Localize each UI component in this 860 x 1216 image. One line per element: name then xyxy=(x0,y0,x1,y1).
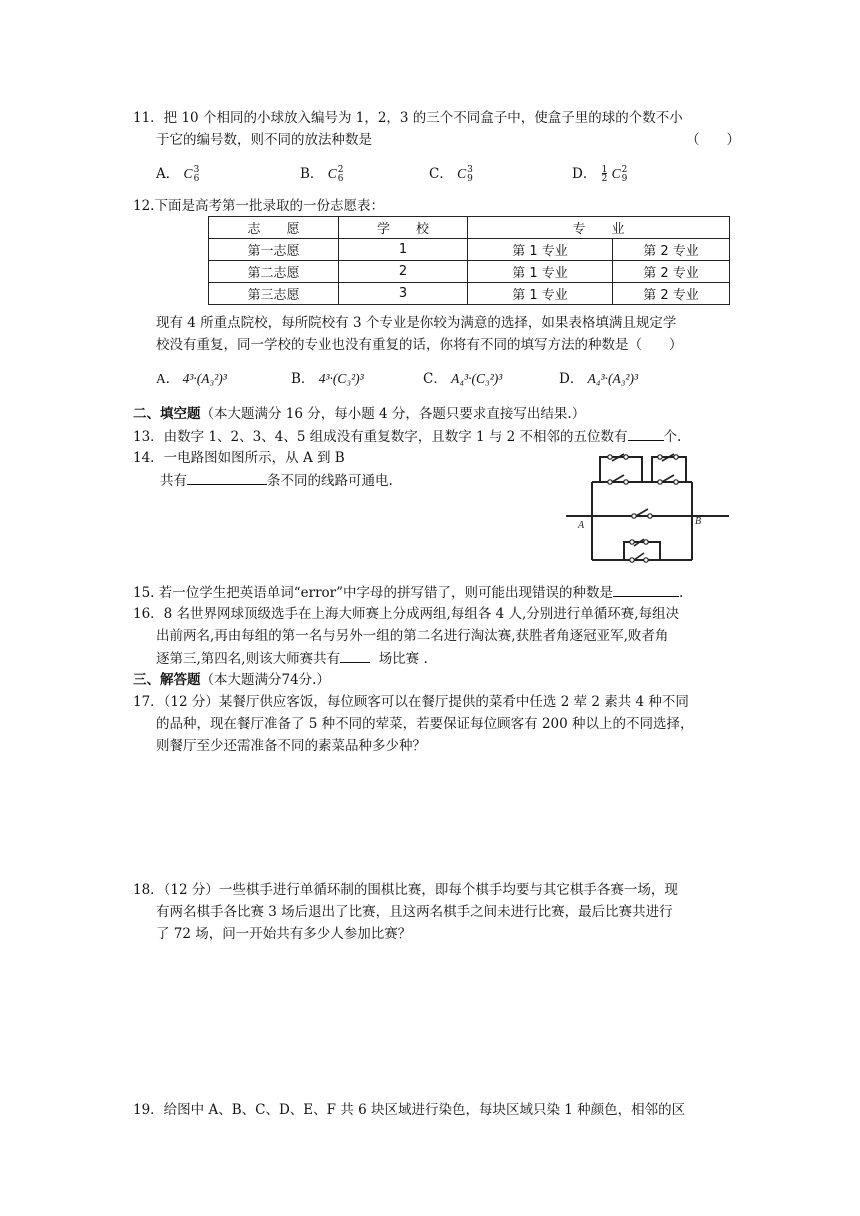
q11-line1: 11．把 10 个相同的小球放入编号为 1，2，3 的三个不同盒子中，使盒子里的球的个数不小 xyxy=(133,110,683,126)
option-expr: A₄³·(C₃²)³ xyxy=(451,371,503,386)
table-row xyxy=(209,283,730,305)
q19-line1: 19．给图中 A、B、C、D、E、F 共 6 块区域进行染色，每块区域只染 1 种颜色，相邻的区 xyxy=(133,1102,686,1118)
option-label: C． xyxy=(423,371,447,387)
option-sub: 9 xyxy=(621,173,628,184)
q12-option-c xyxy=(423,369,502,389)
section3-title: 三、解答题 xyxy=(133,672,201,688)
option-base: C xyxy=(611,166,621,181)
table-cell: 第 1 专业 xyxy=(468,239,613,261)
option-expr: A₄³·(A₃²)³ xyxy=(587,371,639,386)
q18-line2: 有两名棋手各比赛 3 场后退出了比赛，且这两名棋手之间未进行比赛，最后比赛共进行 xyxy=(156,904,673,920)
option-sup: 3 xyxy=(193,164,200,175)
q11-option-b xyxy=(300,164,343,184)
table-cell: 1 xyxy=(339,239,468,261)
switch-icon xyxy=(636,509,648,516)
q13-line xyxy=(133,426,681,447)
option-expr: 4³·(C₃²)³ xyxy=(318,371,364,386)
table-row xyxy=(209,239,730,261)
table-cell: 第 2 专业 xyxy=(613,283,730,305)
section2-heading xyxy=(133,404,585,424)
switch-icon xyxy=(634,553,644,560)
table-cell: 2 xyxy=(339,261,468,283)
q12-line2: 校没有重复，同一学校的专业也没有重复的话，你将有不同的填写方法的种数是（ ） xyxy=(156,337,683,353)
table-header-row xyxy=(209,217,730,239)
q15-tail: . xyxy=(679,585,684,601)
q16-text-b: 场比赛 . xyxy=(378,651,428,667)
q17-line3: 则餐厅至少还需准备不同的素菜品种多少种？ xyxy=(156,738,426,754)
option-label: A． xyxy=(156,371,180,386)
table-cell: 第三志愿 xyxy=(209,283,339,305)
option-label: D． xyxy=(572,166,597,182)
option-sub: 9 xyxy=(467,173,473,184)
option-label: C． xyxy=(429,166,453,182)
switch-icon xyxy=(612,475,624,482)
q12-option-b xyxy=(291,369,364,389)
option-frac-num: 1 xyxy=(601,164,608,175)
q11-option-d xyxy=(572,164,627,184)
q14-text-b: 条不同的线路可通电. xyxy=(267,473,393,489)
option-expr: 4³·(A₃²)³ xyxy=(182,371,227,386)
section3-note: （本大题满分74分.） xyxy=(200,672,330,688)
option-sub: 6 xyxy=(193,173,200,184)
table-cell: 第一志愿 xyxy=(209,239,339,261)
q18-line3: 了 72 场，问一开始共有多少人参加比赛？ xyxy=(156,926,412,942)
option-base: C xyxy=(457,166,467,181)
q14-text-a: 共有 xyxy=(160,473,187,489)
q15-text: 15. 若一位学生把英语单词“error”中字母的拼写错了，则可能出现错误的种数是 xyxy=(133,585,614,601)
q16-line3 xyxy=(156,648,428,669)
q14-line2 xyxy=(160,470,393,491)
q13-tail: 个. xyxy=(663,429,682,445)
option-sup: 3 xyxy=(467,164,473,175)
option-base: C xyxy=(183,166,193,181)
label-b: B xyxy=(695,516,702,527)
section2-note: （本大题满分 16 分，每小题 4 分，各题只要求直接写出结果.） xyxy=(200,406,586,422)
q12-intro: 12.下面是高考第一批录取的一份志愿表： xyxy=(133,198,384,214)
q11-option-a xyxy=(156,164,199,184)
volunteer-table xyxy=(208,216,730,305)
option-base: C xyxy=(327,166,337,181)
q15-answer-blank[interactable] xyxy=(613,582,679,597)
table-cell: 3 xyxy=(339,283,468,305)
q11-option-c xyxy=(429,164,473,184)
q16-answer-blank[interactable] xyxy=(340,648,370,663)
table-header-cell: 专 业 xyxy=(468,217,730,239)
top-parallel-block-1 xyxy=(600,457,642,482)
option-sup: 2 xyxy=(337,164,344,175)
q17-line2: 的品种，现在餐厅准备了 5 种不同的荤菜，若要保证每位顾客有 200 种以上的不同选择， xyxy=(156,716,694,732)
q14-answer-blank[interactable] xyxy=(187,470,267,485)
table-header-cell: 志 愿 xyxy=(209,217,339,239)
table-cell: 第 1 专业 xyxy=(468,283,613,305)
option-frac-den: 2 xyxy=(601,173,608,184)
q11-paren: （ ） xyxy=(686,132,740,148)
q16-line2: 出前两名,再由每组的第一名与另外一组的第二名进行淘汰赛,获胜者角逐冠亚军,败者角 xyxy=(156,628,669,644)
q18-line1: 18．（12 分）一些棋手进行单循环制的围棋比赛，即每个棋手均要与其它棋手各赛一场，现 xyxy=(133,882,678,898)
q15-line xyxy=(133,582,683,603)
table-header-cell: 学 校 xyxy=(339,217,468,239)
table-cell: 第二志愿 xyxy=(209,261,339,283)
bottom-parallel-block xyxy=(624,542,660,560)
section2-title: 二、填空题 xyxy=(133,406,201,422)
q12-option-d xyxy=(559,369,638,389)
q12-option-a xyxy=(156,369,227,389)
table-cell: 第 2 专业 xyxy=(613,261,730,283)
q11-line2: 于它的编号数，则不同的放法种数是 xyxy=(156,132,372,148)
table-row xyxy=(209,261,730,283)
section3-heading xyxy=(133,670,330,690)
option-label: D． xyxy=(559,371,584,387)
option-sup: 2 xyxy=(621,164,628,175)
option-label: B． xyxy=(291,371,315,387)
label-a: A xyxy=(578,520,585,531)
table-cell: 第 2 专业 xyxy=(613,239,730,261)
circuit-diagram xyxy=(564,452,734,568)
q16-line1: 16．8 名世界网球顶级选手在上海大师赛上分成两组,每组各 4 人,分别进行单循环赛,每组决 xyxy=(133,606,680,622)
option-label: A． xyxy=(156,166,180,182)
q16-text-a: 逐第三,第四名,则该大师赛共有 xyxy=(156,651,341,667)
option-label: B． xyxy=(300,166,324,182)
q14-line1: 14．一电路图如图所示，从 A 到 B xyxy=(133,450,345,466)
q17-line1: 17．（12 分）某餐厅供应客饭，每位顾客可以在餐厅提供的菜肴中任选 2 荤 2 素共 4 种不同 xyxy=(133,694,689,710)
table-cell: 第 1 专业 xyxy=(468,261,613,283)
option-sub: 6 xyxy=(337,173,344,184)
q13-answer-blank[interactable] xyxy=(628,426,664,441)
switch-icon xyxy=(662,475,674,482)
q13-text: 13．由数字 1、2、3、4、5 组成没有重复数字，且数字 1 与 2 不相邻的五位数有 xyxy=(133,429,628,445)
q12-line1: 现有 4 所重点院校，每所院校有 3 个专业是你较为满意的选择，如果表格填满且规定学 xyxy=(156,315,677,331)
